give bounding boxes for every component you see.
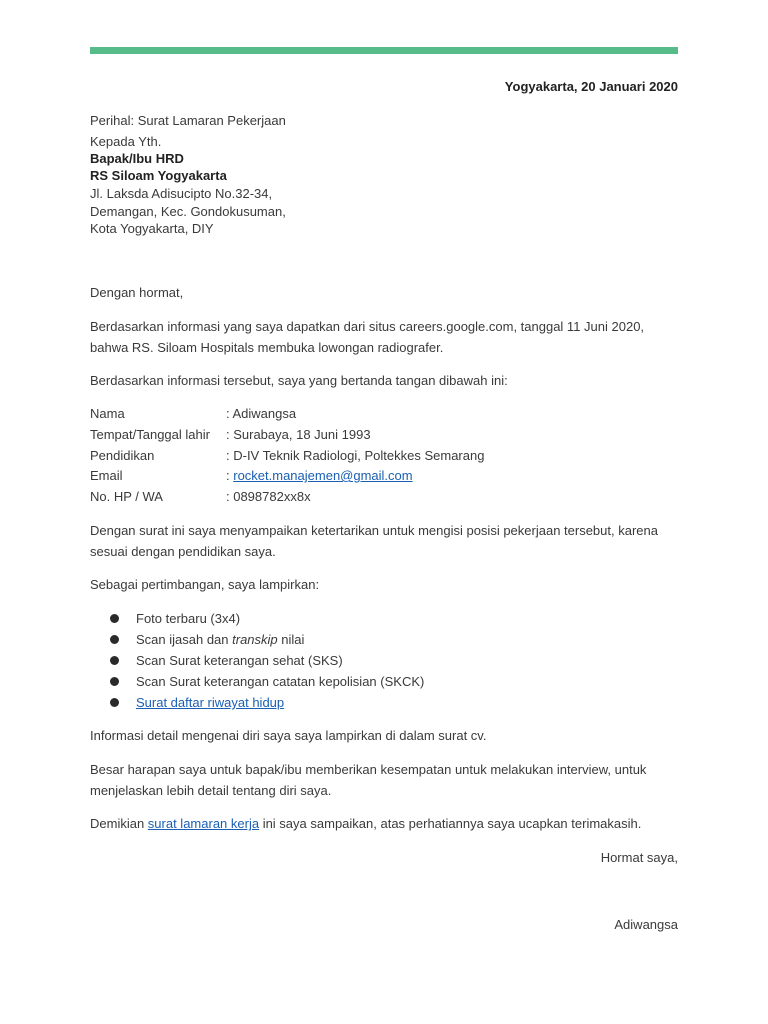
cv-link[interactable]: Surat daftar riwayat hidup [136, 695, 285, 710]
identity-value: : 0898782xx8x [226, 489, 311, 504]
lamaran-link[interactable]: surat lamaran kerja [147, 816, 260, 831]
identity-label: Tempat/Tanggal lahir [90, 427, 210, 442]
bullet-icon [110, 656, 119, 665]
list-item-text: Scan Surat keterangan catatan kepolisian (SKCK) [136, 674, 425, 689]
paragraph-cv-info: Informasi detail mengenai diri saya saya lampirkan di dalam surat cv. [90, 728, 487, 743]
list-item [110, 631, 424, 652]
email-link[interactable]: rocket.manajemen@gmail.com [233, 468, 413, 483]
signature-name: Adiwangsa [614, 917, 678, 932]
attachments-list [110, 610, 424, 715]
bullet-icon [110, 677, 119, 686]
closing-text: ini saya sampaikan, atas perhatiannya saya ucapkan terimakasih. [259, 816, 642, 831]
paragraph-intro-identity: Berdasarkan informasi tersebut, saya yang bertanda tangan dibawah ini: [90, 373, 508, 388]
bullet-icon [110, 698, 119, 707]
email-prefix: : [226, 468, 234, 483]
identity-value: : Adiwangsa [226, 406, 297, 421]
identity-label: Pendidikan [90, 448, 155, 463]
list-item-text: nilai [277, 632, 305, 647]
identity-label: Email [90, 468, 123, 483]
recipient-address-line-2: Demangan, Kec. Gondokusuman, [90, 204, 286, 219]
list-item [110, 694, 424, 715]
paragraph-attachments-intro: Sebagai pertimbangan, saya lampirkan: [90, 577, 320, 592]
identity-value: : Surabaya, 18 Juni 1993 [226, 427, 371, 442]
list-item [110, 652, 424, 673]
salutation: Hormat saya, [600, 850, 678, 865]
list-item-text: Scan Surat keterangan sehat (SKS) [136, 653, 343, 668]
list-item-italic-text: transkip [232, 632, 278, 647]
paragraph-closing [90, 815, 641, 832]
paragraph-source: Berdasarkan informasi yang saya dapatkan dari situs careers.google.com, tanggal 11 Juni 2020, bahwa RS. Siloam Hospitals membuka lowongan radiografer. [90, 319, 645, 355]
recipient-org: RS Siloam Yogyakarta [90, 168, 227, 183]
bullet-icon [110, 635, 119, 644]
identity-value [226, 467, 413, 484]
list-item-text: Scan ijasah dan [136, 632, 233, 647]
list-item [110, 610, 424, 631]
closing-text: Demikian [90, 816, 148, 831]
list-item-text: Foto terbaru (3x4) [136, 611, 241, 626]
header-accent-bar [90, 47, 678, 54]
recipient-address-line-1: Jl. Laksda Adisucipto No.32-34, [90, 186, 273, 201]
list-item [110, 673, 424, 694]
identity-label: Nama [90, 406, 125, 421]
letter-date: Yogyakarta, 20 Januari 2020 [504, 79, 678, 94]
greeting: Dengan hormat, [90, 285, 184, 300]
identity-label: No. HP / WA [90, 489, 163, 504]
paragraph-interest: Dengan surat ini saya menyampaikan ketertarikan untuk mengisi posisi pekerjaan tersebut, karena sesuai dengan pendidikan saya. [90, 523, 658, 559]
subject-line: Perihal: Surat Lamaran Pekerjaan [90, 113, 286, 128]
recipient-address-line-3: Kota Yogyakarta, DIY [90, 221, 214, 236]
paragraph-hope: Besar harapan saya untuk bapak/ibu memberikan kesempatan untuk melakukan interview, untuk menjelaskan lebih detail tentang diri saya. [90, 762, 647, 798]
bullet-icon [110, 614, 119, 623]
recipient-name: Bapak/Ibu HRD [90, 151, 184, 166]
recipient-to: Kepada Yth. [90, 134, 162, 149]
identity-value: : D-IV Teknik Radiologi, Poltekkes Semarang [226, 448, 485, 463]
